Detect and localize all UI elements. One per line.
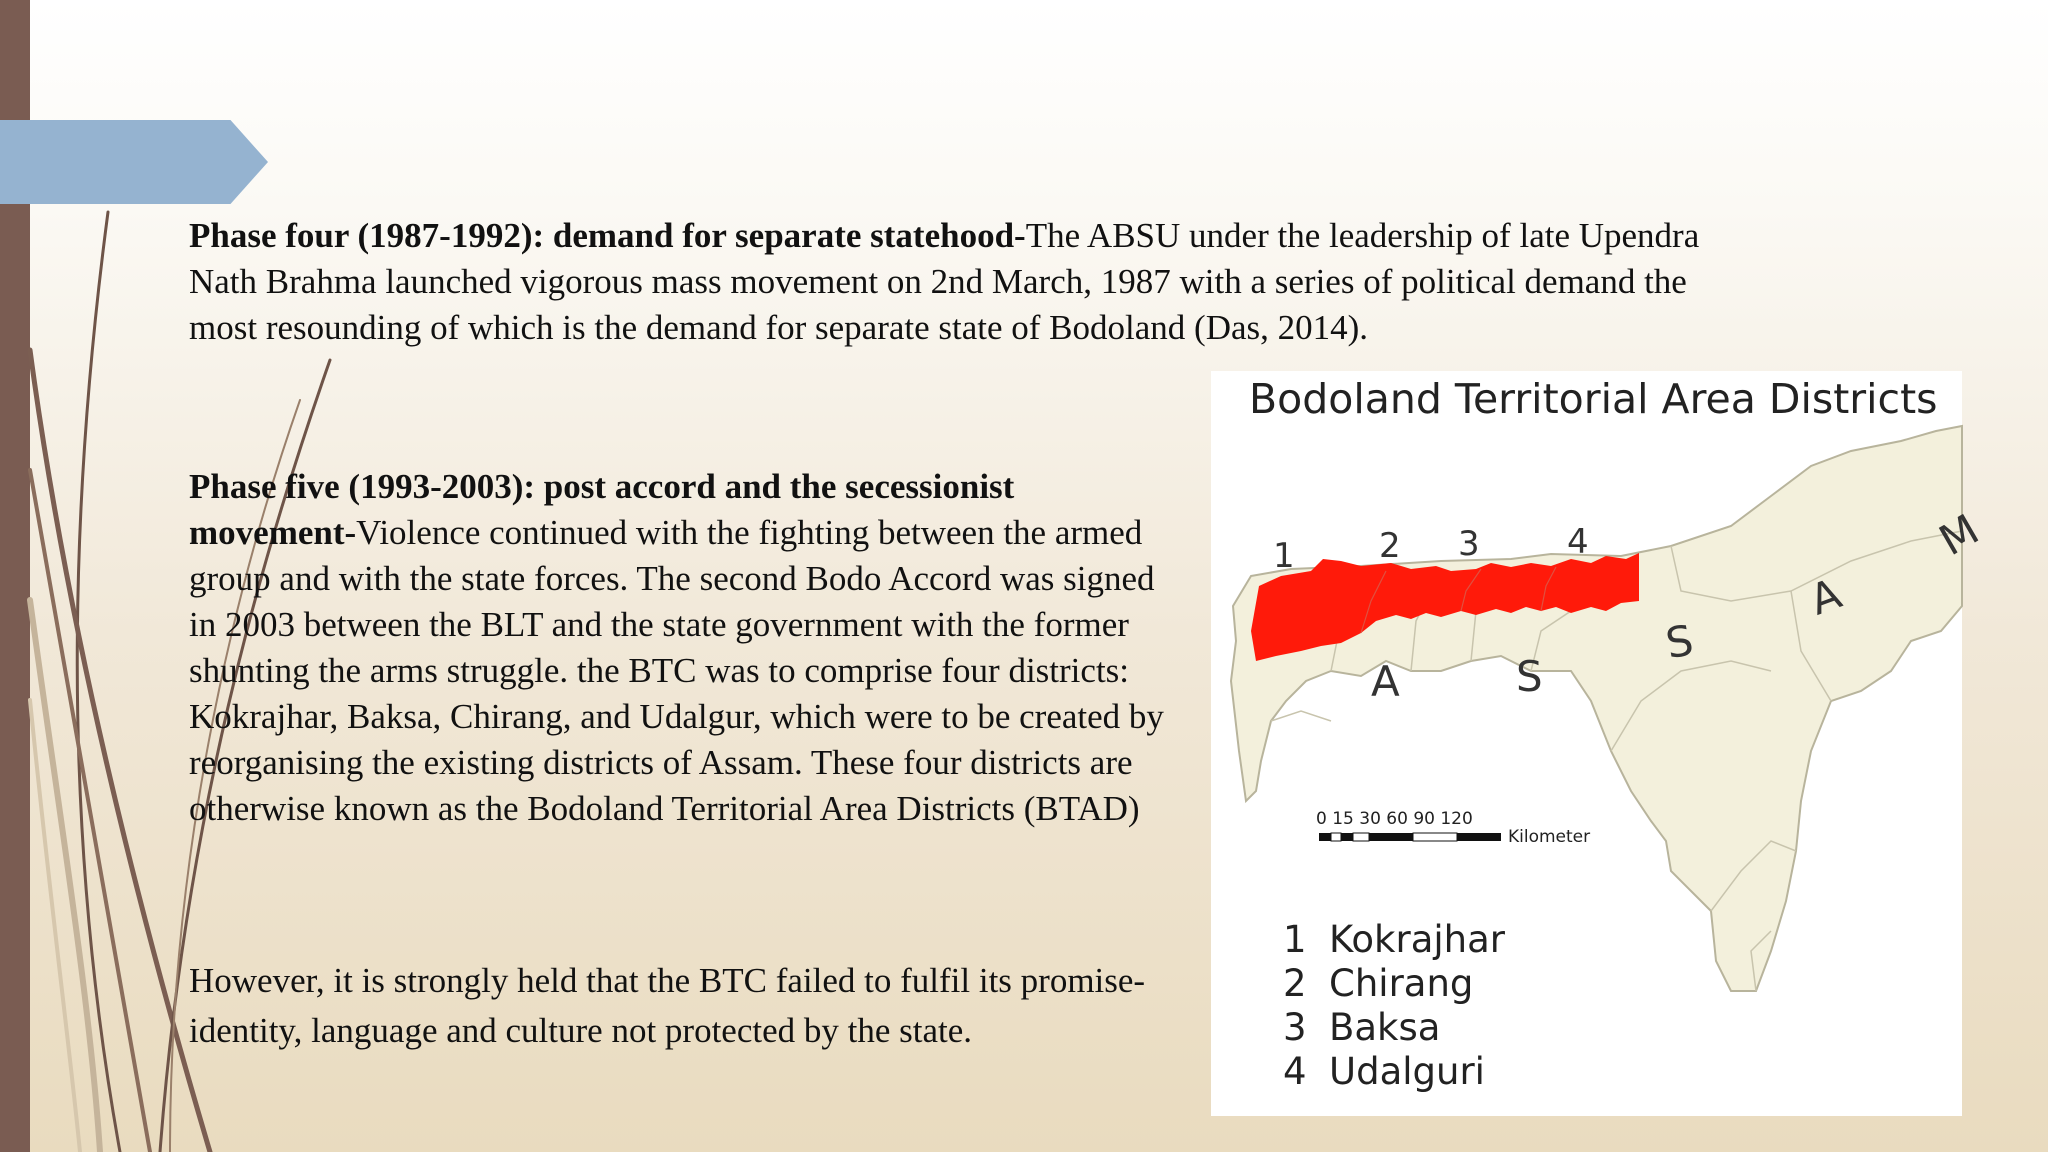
scale-tick-labels: 0 15 30 60 90 120 — [1316, 809, 1473, 829]
district-label-4: 4 — [1567, 522, 1589, 562]
phase-five-text: Violence continued with the fighting between the armed group and with the state forces. The second Bodo Accord was signed in 2003 between the BLT and the state government with the former shunting the arms struggle. the BTC was to comprise four districts: Kokrajhar, Baksa, Chirang, and Udalgur, which were to be created by reorganising the existing districts of Assam. These four districts are otherwise known as the Bodoland Territorial Area Districts (BTAD) — [189, 513, 1164, 828]
phase-five-heading: Phase five (1993-2003): post accord and the secessionist movement- — [189, 467, 1015, 552]
scale-unit-label: Kilometer — [1508, 827, 1591, 847]
arrow-tab-decoration — [0, 120, 268, 204]
btad-map-figure — [1211, 371, 1987, 1116]
district-label-1: 1 — [1273, 536, 1295, 576]
map-title: Bodoland Territorial Area Districts — [1249, 375, 1938, 423]
assam-letter-m: M — [1931, 504, 1987, 566]
legend-item: 2 Chirang — [1283, 962, 1474, 1005]
btc-criticism-text: However, it is strongly held that the BTC failed to fulfil its promise- identity, language and culture not protected by the state. — [189, 961, 1146, 1050]
legend-item: 4 Udalguri — [1283, 1050, 1485, 1093]
legend-item: 1 Kokrajhar — [1283, 918, 1505, 961]
legend-item: 3 Baksa — [1283, 1006, 1441, 1049]
legend-name: Chirang — [1329, 962, 1474, 1005]
assam-letter-s2: S — [1662, 615, 1697, 669]
scale-bar — [1319, 833, 1501, 841]
paragraph-phase-four — [189, 213, 1749, 351]
paragraph-btc-criticism — [189, 956, 1169, 1056]
phase-four-text: The ABSU under the leadership of late Upendra Nath Brahma launched vigorous mass movement on 2nd March, 1987 with a series of political demand the most resounding of which is the demand for separate state of Bodoland (Das, 2014). — [189, 216, 1700, 347]
legend-name: Baksa — [1329, 1006, 1441, 1049]
paragraph-phase-five — [189, 464, 1169, 832]
legend-name: Udalguri — [1329, 1050, 1485, 1093]
assam-landmass — [1231, 426, 1962, 991]
assam-letter-s1: S — [1516, 652, 1543, 701]
assam-letter-a2: A — [1803, 568, 1848, 625]
legend-name: Kokrajhar — [1329, 918, 1505, 961]
district-label-2: 2 — [1379, 526, 1401, 566]
phase-four-heading: Phase four (1987-1992): demand for separate statehood- — [189, 216, 1026, 255]
district-label-3: 3 — [1458, 524, 1480, 564]
map-legend — [1283, 918, 1505, 1094]
assam-letter-a1: A — [1371, 657, 1400, 706]
